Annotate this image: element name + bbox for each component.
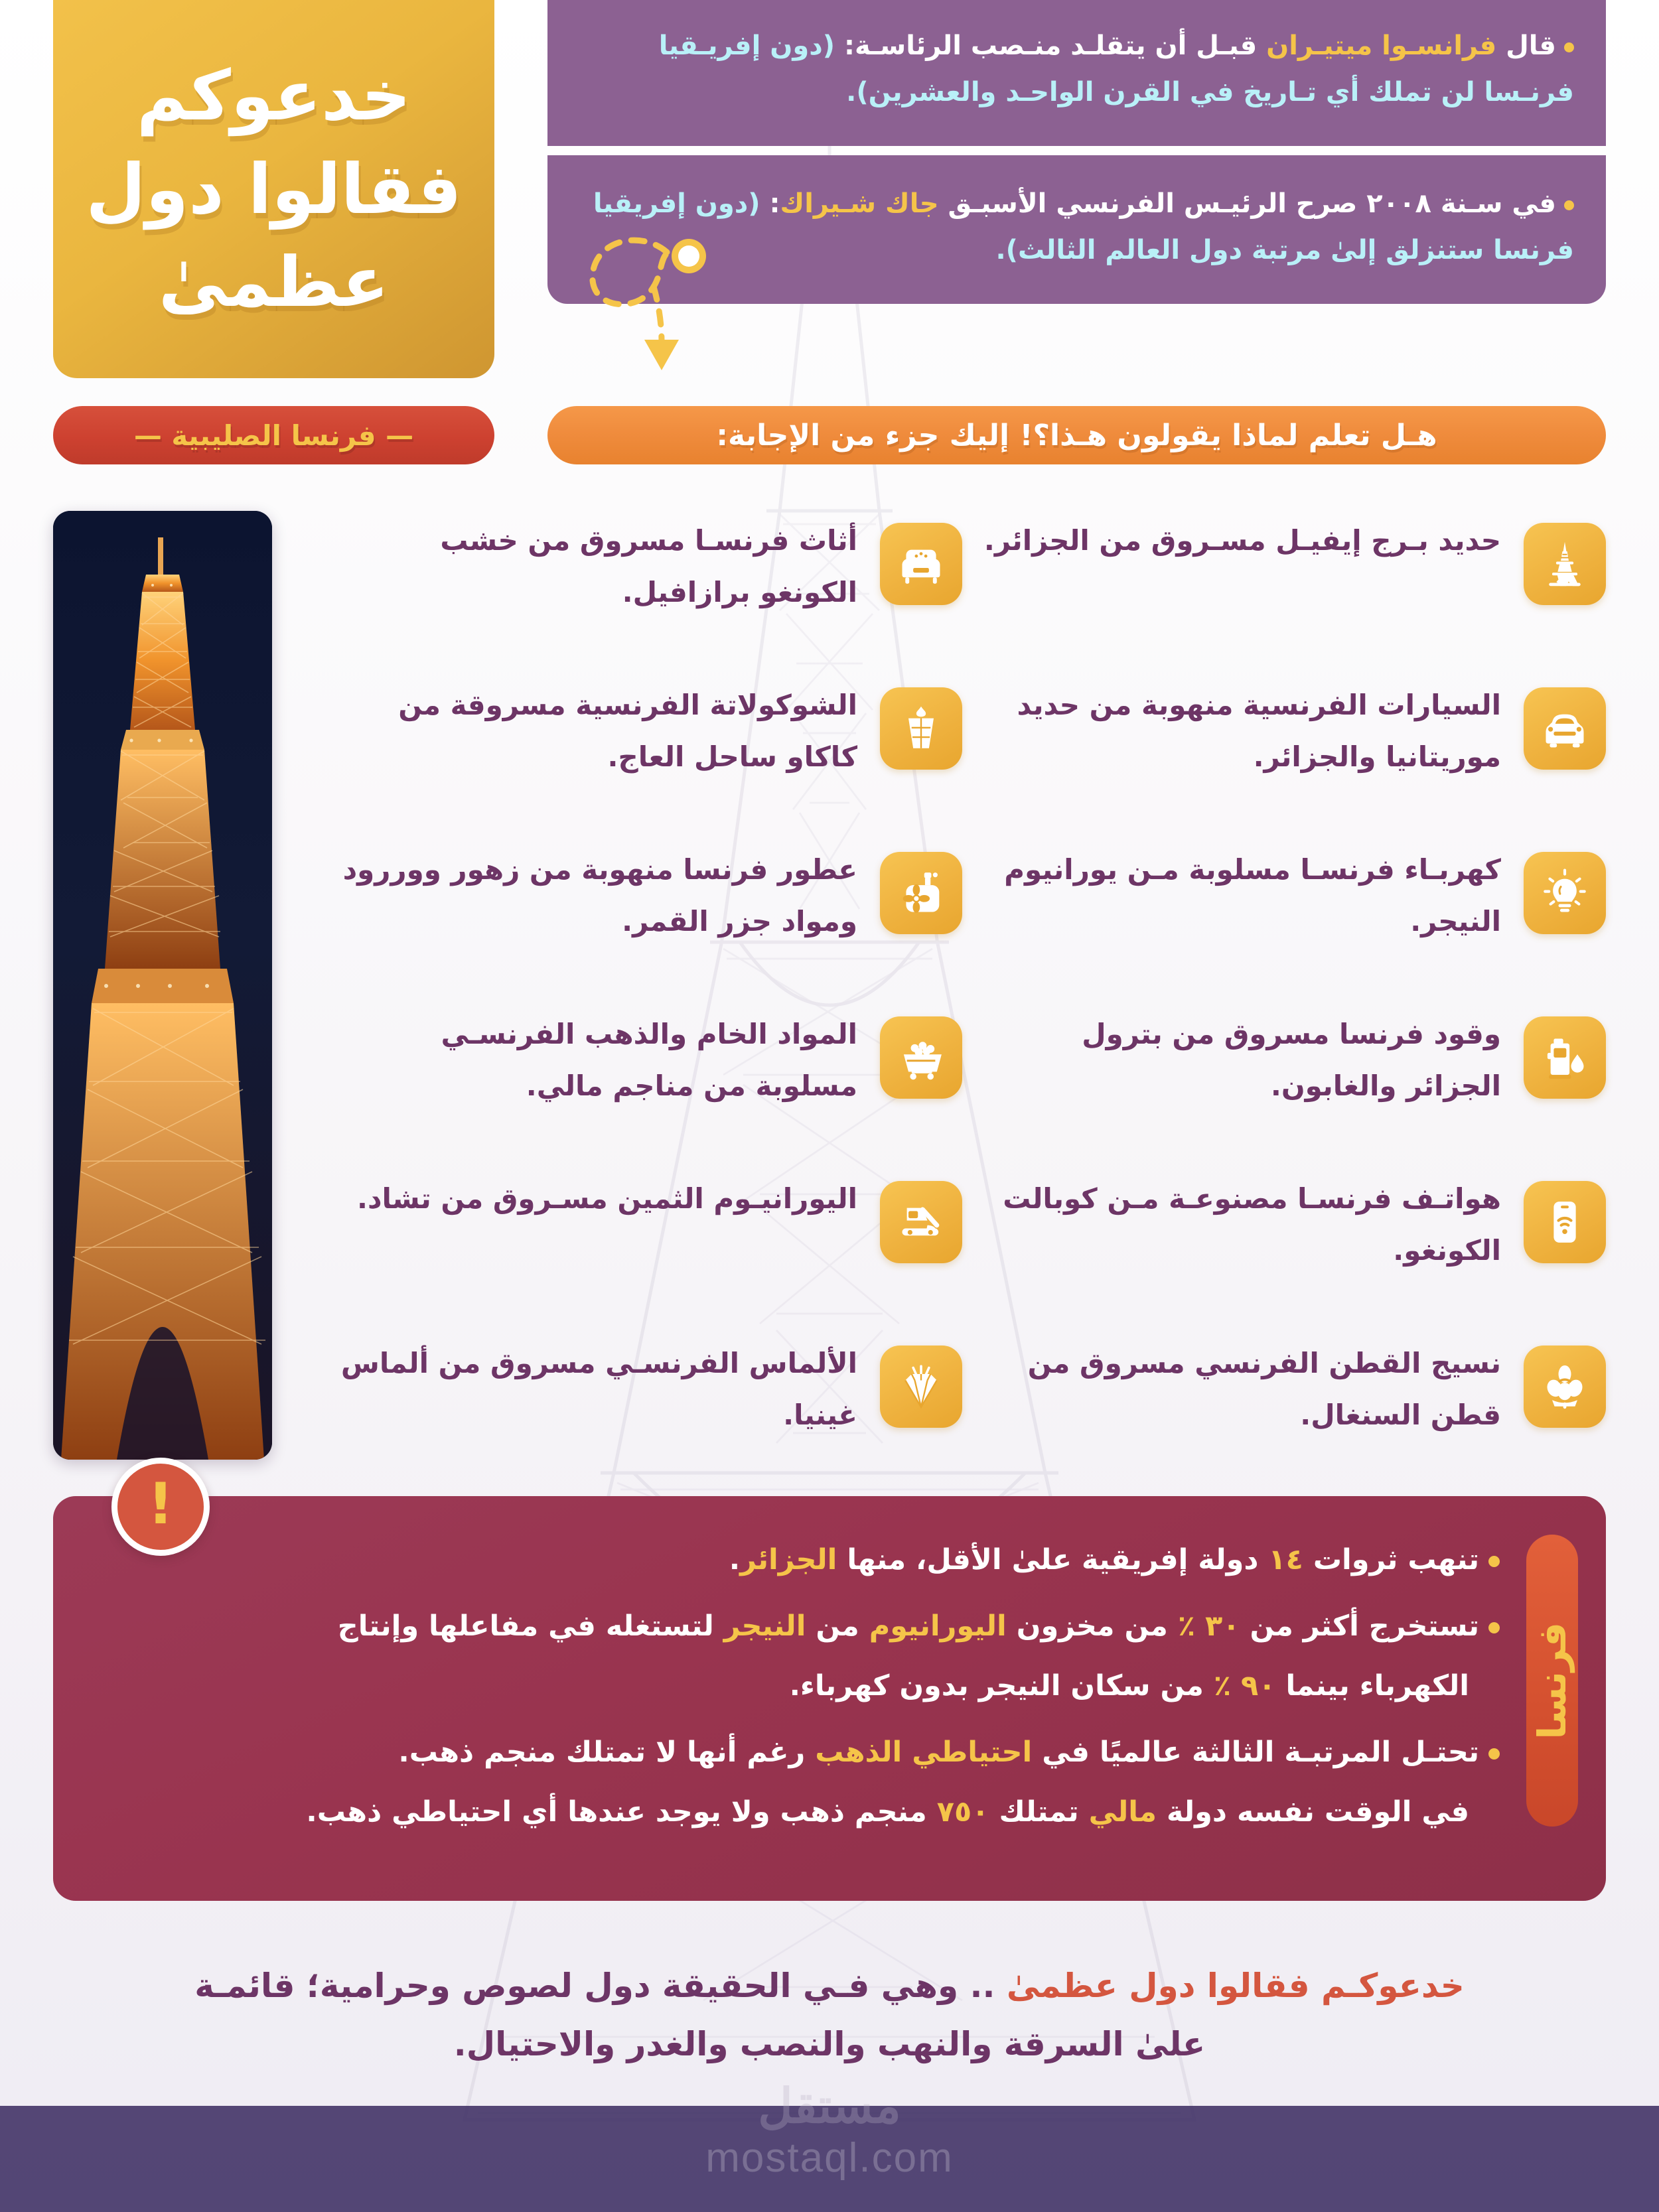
armchair-icon <box>880 523 962 605</box>
fact-line <box>100 1602 1500 1651</box>
list-item-text: المواد الخام والذهب الفرنسـي مسلوبة من مناجم مالي. <box>441 1018 857 1102</box>
list-item <box>982 840 1606 1004</box>
conclusion-line-2: علىٰ السرقة والنهب والنصب والغدر والاحتيال. <box>453 2024 1206 2063</box>
fact-2-p6: النيجر <box>723 1609 806 1643</box>
fact-3b-p5: منجم ذهب ولا يوجد عندها أي احتياطي ذهب. <box>306 1795 937 1829</box>
exclamation-mark: ! <box>147 1471 174 1537</box>
list-item-text: وقود فرنسا مسروق من بترول الجزائر والغابون. <box>1082 1018 1501 1102</box>
banner-row <box>0 406 1659 467</box>
question-banner <box>547 406 1606 464</box>
fact-2b-p2: ٩٠ ٪ <box>1213 1669 1276 1702</box>
fact-2b-p3: من سكان النيجر بدون كهرباء. <box>789 1669 1214 1702</box>
list-item <box>338 840 962 1004</box>
bullet-dot-icon <box>1564 42 1574 52</box>
title-line-3: عظمىٰ <box>158 242 390 323</box>
quote-1-person: فرانسـوا ميتيـران <box>1266 31 1497 61</box>
france-banner-label: — فرنسا الصليبية — <box>133 419 414 452</box>
fact-3b-p1: في الوقت نفسه دولة <box>1156 1795 1469 1829</box>
list-item <box>338 1334 962 1498</box>
excavator-icon <box>880 1181 962 1263</box>
quote-1-body: (دون إفريـقيا فرنـسا لن تملك أي تـاريخ في القرن الواحـد والعشرين). <box>658 31 1574 107</box>
fact-3b-p3: تمتلك <box>989 1795 1089 1829</box>
fact-2-p2: ٣٠ ٪ <box>1177 1609 1240 1643</box>
list-item <box>982 1004 1606 1169</box>
fact-2-p4: اليورانيوم <box>869 1609 1007 1643</box>
quote-card-mitterrand <box>547 0 1606 146</box>
conclusion-block <box>80 1957 1579 2073</box>
quote-2-person: جاك شـيراك <box>780 188 939 219</box>
main-title-card <box>53 0 494 378</box>
fact-2-p3: من مخزون <box>1006 1609 1178 1643</box>
list-item-text: عطور فرنسا منهوبة من زهور ووررود ومواد جزر القمر. <box>342 853 857 937</box>
bullet-dot-icon <box>1488 1748 1500 1760</box>
fact-2b-p1: الكهرباء بينما <box>1275 1669 1469 1702</box>
lightbulb-icon <box>1524 852 1606 934</box>
title-line-2: فقالوا دول <box>86 148 462 230</box>
quote-stack <box>547 0 1606 304</box>
list-item-text: نسيج القطن الفرنسي مسروق من قطن السنغال. <box>1027 1347 1501 1431</box>
fact-1-p3: دولة إفريقية علىٰ الأقل، منها <box>837 1543 1269 1576</box>
quote-1-rest: قبـل أن يتقلـد منـصب الرئاسـة: <box>844 31 1258 61</box>
list-item-text: كهربـاء فرنسـا مسلوبة مـن يورانيوم النيجر. <box>1004 853 1501 937</box>
bullet-dot-icon <box>1488 1622 1500 1633</box>
fact-1-p1: تنهب ثروات <box>1303 1543 1479 1576</box>
fact-2-p7: لتستغله في مفاعلها وإنتاج <box>337 1609 724 1643</box>
header-row <box>0 0 1659 395</box>
list-item <box>982 1334 1606 1498</box>
fact-3-p3: رغم أنها لا تمتلك منجم ذهب. <box>398 1735 816 1769</box>
perfume-bottle-icon <box>880 852 962 934</box>
list-item <box>338 1169 962 1334</box>
facts-column-right <box>982 511 1606 1498</box>
quote-divider <box>547 146 1606 155</box>
eiffel-tower-night-photo <box>53 511 272 1460</box>
fact-3b-p2: مالي <box>1088 1795 1157 1829</box>
conclusion-rest: .. وهي فـي الحقيقة دول لصوص وحرامية؛ قائمـة <box>194 1967 1007 2005</box>
list-item-text: أثاث فرنسـا مسروق من خشب الكونغو برازافيل. <box>440 524 857 608</box>
fact-2-p1: تستخرج أكثر من <box>1240 1609 1479 1643</box>
smartphone-wifi-icon <box>1524 1181 1606 1263</box>
conclusion-accent: خدعوكـم فقالوا دول عظمىٰ <box>1006 1967 1465 2005</box>
facts-column-middle <box>338 511 962 1498</box>
quote-2-rest: : <box>769 188 780 219</box>
question-banner-label: هـل تعلم لماذا يقولون هـذا؟! إليك جزء من الإجابة: <box>716 418 1437 452</box>
list-item-text: السيارات الفرنسية منهوبة من حديد موريتانيا والجزائر. <box>1017 689 1501 773</box>
vertical-france-tab-label: فرنسا <box>1530 1622 1575 1740</box>
fact-3-p2: احتياطي الذهب <box>815 1735 1033 1769</box>
quote-2-body: (دون إفريقيا فرنسا ستنزلق إلىٰ مرتبة دول العالم الثالث). <box>593 188 1574 265</box>
fact-1-p2: ١٤ <box>1268 1543 1303 1576</box>
list-item <box>982 1169 1606 1334</box>
fact-line <box>100 1728 1500 1777</box>
watermark-domain: mostaql.com <box>705 2135 954 2181</box>
list-item <box>338 675 962 840</box>
eiffel-tower-icon <box>1524 523 1606 605</box>
exclamation-badge-icon <box>111 1458 210 1556</box>
france-banner <box>53 406 494 464</box>
quote-1-lead: قال <box>1506 31 1556 61</box>
fuel-pump-icon <box>1524 1016 1606 1099</box>
fact-line-continued <box>100 1662 1469 1711</box>
list-item <box>338 1004 962 1169</box>
car-icon <box>1524 687 1606 770</box>
list-item-text: هواتـف فرنسـا مصنوعـة مـن كوبالت الكونغو. <box>1003 1182 1501 1267</box>
list-item-text: الشوكولاتة الفرنسية مسروقة من كاكاو ساحل العاج. <box>398 689 857 773</box>
fact-2-p5: من <box>806 1609 869 1643</box>
fact-1-p4: الجزائر <box>740 1543 837 1576</box>
fact-3-p1: تحتـل المرتبـة الثالثة عالميًا في <box>1032 1735 1479 1769</box>
fact-3b-p4: ٧٥٠ <box>936 1795 989 1829</box>
title-line-1: خدعوكم <box>136 55 411 137</box>
list-item <box>338 511 962 675</box>
fact-1-p5: . <box>729 1543 741 1576</box>
quote-2-lead: في سـنة ٢٠٠٨ صرح الرئيـس الفرنسي الأسبـق <box>948 188 1556 219</box>
quote-card-chirac <box>547 155 1606 304</box>
list-item <box>982 511 1606 675</box>
fact-line <box>100 1536 1500 1585</box>
list-item-text: الألماس الفرنسـي مسروق من ألماس غينيا. <box>340 1347 857 1431</box>
bullet-dot-icon <box>1488 1556 1500 1567</box>
fact-line-continued <box>100 1788 1469 1837</box>
diamond-icon <box>880 1346 962 1428</box>
list-item-text: اليورانيـوم الثمين مسـروق من تشاد. <box>357 1182 857 1215</box>
bullet-dot-icon <box>1564 200 1574 210</box>
cotton-flower-icon <box>1524 1346 1606 1428</box>
list-item-text: حديد بـرج إيفيـل مسـروق من الجزائر. <box>983 524 1501 557</box>
list-item <box>982 675 1606 840</box>
mining-cart-icon <box>880 1016 962 1099</box>
conclusion-line-1 <box>80 1957 1579 2016</box>
france-facts-card <box>53 1496 1606 1901</box>
watermark-brand: مستقل <box>758 2080 901 2133</box>
chocolate-bar-icon <box>880 687 962 770</box>
